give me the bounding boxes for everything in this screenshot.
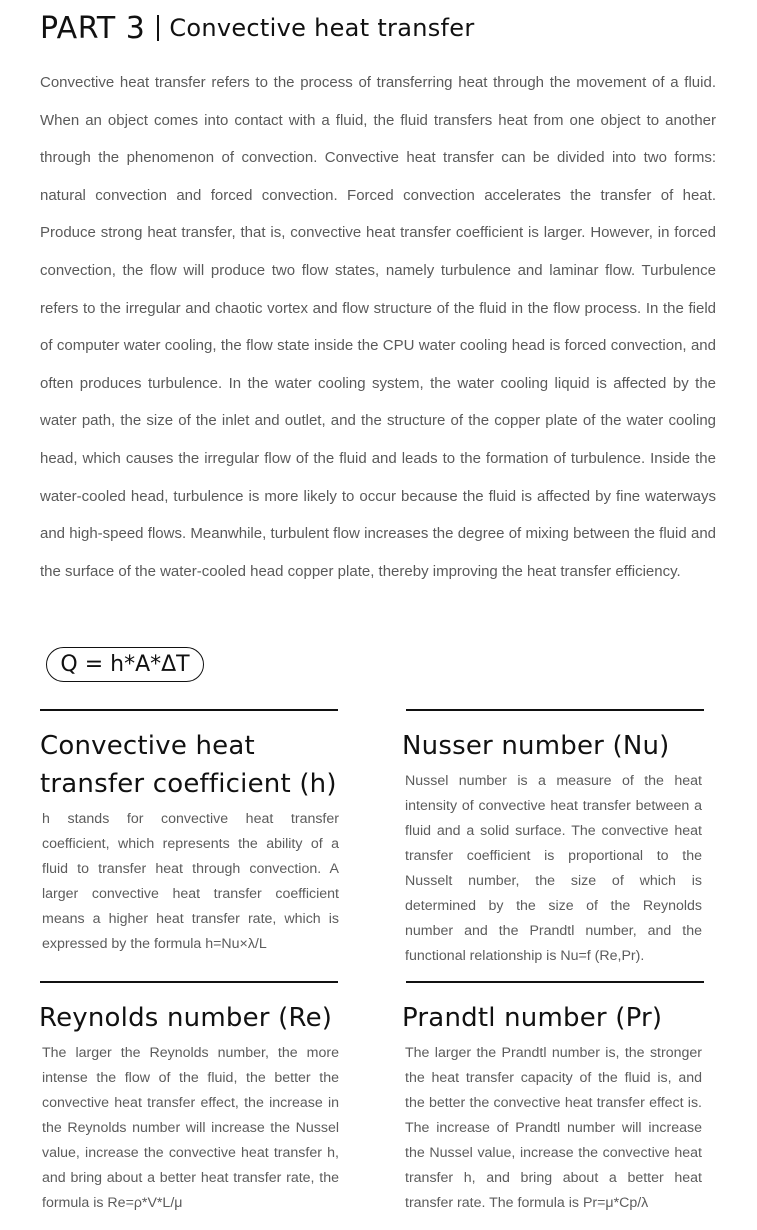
card-title: Nusser number (Nu) <box>402 731 670 761</box>
formula-badge <box>46 647 204 682</box>
card-divider <box>40 709 338 711</box>
card-title: Prandtl number (Pr) <box>402 1003 663 1033</box>
intro-paragraph: Convective heat transfer refers to the process of transferring heat through the movement of a fluid. When an object comes into contact with a fluid, the fluid transfers heat from one object to another through the phenomenon of convection. Convective heat transfer can be divided into two forms: natural convection and forced convection. Forced convection accelerates the transfer of heat. Produce strong heat transfer, that is, convective heat transfer coefficient is larger. However, in forced convection, the flow will produce two flow states, namely turbulence and laminar flow. Turbulence refers to the irregular and chaotic vortex and flow structure of the fluid in the flow process. In the field of computer water cooling, the flow state inside the CPU water cooling head is forced convection, and often produces turbulence. In the water cooling system, the water cooling liquid is affected by the water path, the size of the inlet and outlet, and the structure of the copper plate of the water cooling head, which causes the irregular flow of the fluid and leads to the formation of turbulence. Inside the water-cooled head, turbulence is more likely to occur because the fluid is affected by fine waterways and high-speed flows. Meanwhile, turbulent flow increases the degree of mixing between the fluid and the surface of the water-cooled head copper plate, thereby improving the heat transfer efficiency. <box>40 74 716 580</box>
card-heat-transfer-coefficient <box>40 709 340 957</box>
card-title: Convective heat transfer coefficient (h) <box>40 731 337 799</box>
part-label: PART 3 <box>40 10 146 46</box>
header-divider <box>157 15 159 41</box>
formula-text: Q = h*A*ΔT <box>60 652 190 677</box>
card-prandtl-number <box>402 981 706 1216</box>
card-text: The larger the Prandtl number is, the stronger the heat transfer capacity of the fluid is, and the better the convective heat transfer effect is. The increase of Prandtl number will increase the Nussel value, increase the convective heat transfer h, and bring about a better heat transfer rate. The formula is Pr=μ*Cp/λ <box>405 1045 702 1211</box>
card-divider <box>406 981 704 983</box>
card-reynolds-number <box>40 981 340 1216</box>
card-title: Reynolds number (Re) <box>39 1003 333 1033</box>
card-text: h stands for convective heat transfer coefficient, which represents the ability of a fluid to transfer heat through convection. A larger convective heat transfer coefficient means a higher heat transfer rate, which is expressed by the formula h=Nu×λ/L <box>42 811 339 952</box>
card-divider <box>40 981 338 983</box>
section-title: Convective heat transfer <box>169 14 475 42</box>
card-text: The larger the Reynolds number, the more intense the flow of the fluid, the better the convective heat transfer effect, the increase in the Reynolds number will increase the Nussel value, increase the convective heat transfer h, and bring about a better heat transfer rate, the formula is Re=ρ*V*L/μ <box>42 1045 339 1211</box>
section-header <box>40 10 475 46</box>
card-divider <box>406 709 704 711</box>
card-nusselt-number <box>402 709 706 969</box>
card-text: Nussel number is a measure of the heat intensity of convective heat transfer between a fluid and a solid surface. The convective heat transfer coefficient is proportional to the Nusselt number, the size of which is determined by the size of the Reynolds number and the Prandtl number, and the functional relationship is Nu=f (Re,Pr). <box>405 773 702 964</box>
